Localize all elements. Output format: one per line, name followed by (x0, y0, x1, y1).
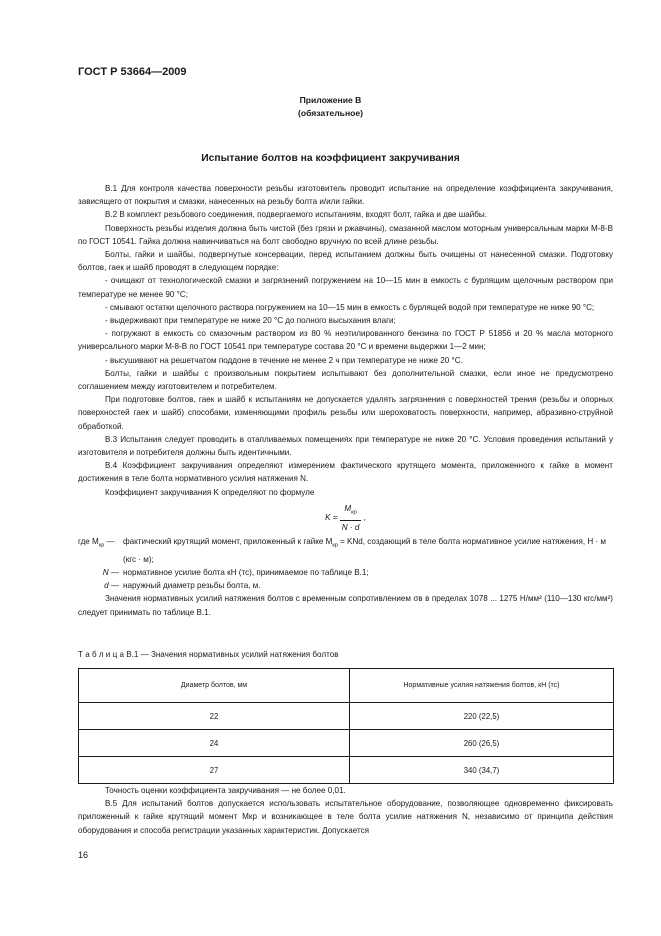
definition-row (78, 535, 613, 566)
table-row (79, 757, 614, 784)
paragraph: При подготовке болтов, гаек и шайб к испытаниям не допускается удалять загрязнения с поверхностей трения (резьбы и опорных поверхностей гаек и шайб) способами, изменяющими профиль резьбы или шероховатость поверхности, например, абразивно-струйной обработкой. (78, 395, 613, 431)
table-row (79, 730, 614, 757)
paragraph: В.5 Для испытаний болтов допускается использовать испытательное оборудование, позволяющее одновременно фиксировать приложенный к гайке крутящий момент Mкр и возникающее в теле болта усилие натяжения N, независимо от принципа действия оборудования и способа регистрации указанных характеристик. Допускается (78, 799, 613, 835)
list-item: - высушивают на решетчатом поддоне в течение не менее 2 ч при температуре не ниже 20 °С. (105, 355, 463, 365)
formula-lhs: K = (325, 513, 338, 523)
table-header-cell: Нормативные усилия натяжения болтов, кН (тс) (350, 669, 614, 703)
definition-symbol (78, 535, 123, 566)
list-item: - очищают от технологической смазки и загрязнений погружением на 10—15 мин в емкость с бурлящим щелочным раствором при температуре не менее 90 °С; (78, 276, 613, 299)
text-after-table (78, 784, 613, 837)
dash: — (110, 567, 119, 577)
paragraph: Болты, гайки и шайбы, подвергнутые консервации, перед испытанием должны быть очищены от нанесенной смазки. Подготовку болтов, гаек и шайб проводят в следующем порядке: (78, 250, 613, 273)
definition-row (78, 566, 613, 579)
table-cell: 27 (79, 757, 350, 784)
section-title: Испытание болтов на коэффициент закручивания (201, 153, 460, 164)
formula-fraction (340, 502, 362, 534)
list-item: - погружают в емкость со смазочным раствором из 80 % неэтилированного бензина по ГОСТ Р 51856 и 20 % масла моторного универсального марки М-8-В по ГОСТ 10541 при температуре состава 20 °С и времени выдержки 1—2 мин; (78, 329, 613, 352)
symbol-text: где M (78, 536, 99, 546)
formula-num-sub: кр (351, 509, 357, 516)
formula-end: , (363, 513, 366, 523)
definition-symbol (78, 566, 123, 579)
variable-definitions (78, 535, 613, 592)
table-header-cell: Диаметр болтов, мм (79, 669, 350, 703)
table-row (79, 703, 614, 730)
appendix-title: Приложение В (299, 95, 362, 105)
symbol-sub: кр (98, 542, 105, 549)
paragraph: Значения нормативных усилий натяжения болтов с временным сопротивлением σв в пределах 1078 ... 1275 Н/мм² (110—130 кгс/мм²) следует принимать по таблице В.1. (78, 594, 613, 617)
paragraph: Точность оценки коэффициента закручивания — не более 0,01. (105, 786, 346, 795)
paragraph: В.3 Испытания следует проводить в отапливаемых помещениях при температуре не ниже 20 °С. Условия проведения испытаний у изготовителя и потребителя должны быть идентичными. (78, 434, 613, 458)
table-header-row (79, 669, 614, 703)
symbol-text: N (102, 567, 109, 577)
dash: — (110, 581, 119, 591)
formula-num-symbol: M (344, 503, 352, 513)
formula-denominator: N · d (341, 522, 360, 532)
formula-numerator (340, 502, 362, 521)
table-cell: 260 (26,5) (350, 730, 614, 757)
formula (78, 502, 613, 532)
paragraph: В.4 Коэффициент закручивания определяют измерением фактического крутящего момента, приложенного к гайке в момент достижения в теле болта нормативного усилия натяжения N. (78, 461, 613, 484)
table-cell: 220 (22,5) (350, 703, 614, 730)
list-item: - выдерживают при температуре не ниже 20 °С до полного высыхания влаги; (105, 316, 396, 326)
def-sub: кр (332, 542, 338, 549)
definition-row (78, 579, 613, 592)
paragraph: В.2 В комплект резьбового соединения, подвергаемого испытаниям, входят болт, гайка и две шайбы. (105, 210, 488, 220)
table-cell: 24 (79, 730, 350, 757)
page-number: 16 (78, 850, 89, 860)
dash: — (106, 536, 115, 546)
paragraph: Болты, гайки и шайбы с произвольным покрытием испытывают без дополнительной смазки, если иное не предусмотрено соглашением между изготовителем и потребителем. (78, 368, 613, 392)
appendix-heading (0, 94, 661, 120)
appendix-note: (обязательное) (297, 108, 364, 118)
def-text: фактический крутящий момент, приложенный к гайке M (123, 536, 333, 546)
table-cell: 340 (34,7) (350, 757, 614, 784)
definition-symbol (78, 579, 123, 592)
definition-text: нормативное усилие болта кН (тс), принимаемое по таблице В.1; (123, 567, 369, 577)
document-header: ГОСТ Р 53664—2009 (78, 66, 187, 78)
body-text (78, 182, 613, 619)
definition-text: наружный диаметр резьбы болта, м. (123, 581, 261, 591)
list-item: - смывают остатки щелочного раствора погружением на 10—15 мин в емкость с бурлящей водой при температуре не ниже 90 °С; (105, 302, 595, 312)
values-table (78, 668, 614, 784)
paragraph: Поверхность резьбы изделия должна быть чистой (без грязи и ржавчины), смазанной маслом моторным универсальным марки М-8-В по ГОСТ 10541. Гайка должна навинчиваться на болт свободно вручную по всей длине резьбы. (78, 223, 613, 246)
symbol-text: d (104, 581, 109, 591)
table-caption: Т а б л и ц а В.1 — Значения нормативных усилий натяжения болтов (78, 650, 339, 659)
def-tail: = KNd, создающий в теле болта нормативное усилие натяжения, Н · м (кгс · м); (123, 536, 606, 564)
paragraph: Коэффициент закручивания K определяют по формуле (105, 487, 315, 497)
definition-text (123, 535, 613, 566)
table-cell: 22 (79, 703, 350, 730)
paragraph: В.1 Для контроля качества поверхности резьбы изготовитель проводит испытание на определение коэффициента закручивания, зависящего от покрытия и смазки, нанесенных на резьбу болта и/или гайки. (78, 184, 613, 207)
